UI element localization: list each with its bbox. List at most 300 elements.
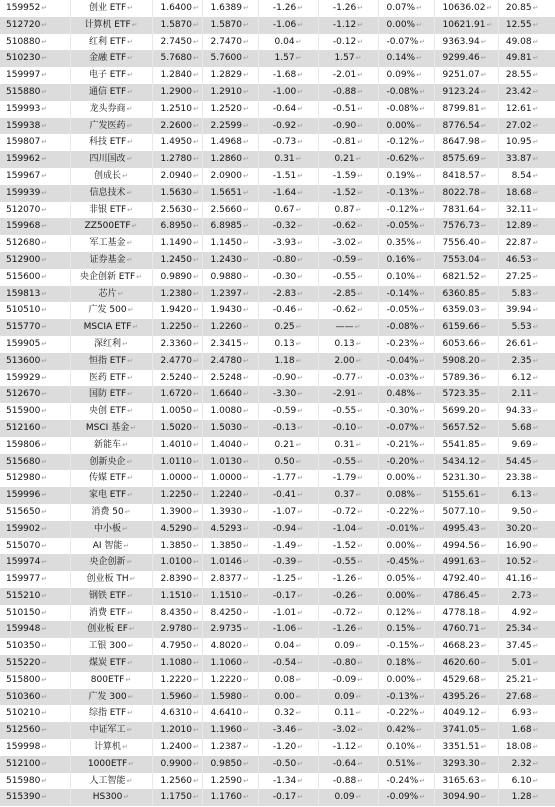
cell-end-mark-icon: ↵ <box>532 205 539 214</box>
cell-end-mark-icon: ↵ <box>416 591 422 600</box>
cell-end-mark-icon: ↵ <box>416 743 422 752</box>
cell-end-mark-icon: ↵ <box>416 659 422 668</box>
cell-end-mark-icon: ↵ <box>297 373 304 382</box>
nav-text: 1.2387 <box>210 742 242 753</box>
market-cap-cell <box>434 722 498 739</box>
index-change-cell <box>318 689 378 706</box>
price-text: 2.3360 <box>160 338 192 349</box>
cell-end-mark-icon: ↵ <box>41 759 48 768</box>
market-cap-text: 4620.60 <box>442 658 480 669</box>
cell-end-mark-icon: ↵ <box>297 743 304 752</box>
table-row <box>0 286 555 303</box>
cell-end-mark-icon: ↵ <box>123 793 130 802</box>
premium-rate-cell <box>378 118 434 135</box>
fund-code-cell <box>0 705 70 722</box>
cell-end-mark-icon: ↵ <box>416 121 422 130</box>
index-change-cell <box>318 185 378 202</box>
table-row <box>0 773 555 790</box>
price-cell <box>152 353 202 370</box>
cell-end-mark-icon: ↵ <box>355 709 362 718</box>
fund-name-cell <box>70 84 152 101</box>
volume-cell <box>498 621 555 638</box>
index-change-cell <box>318 218 378 235</box>
cell-end-mark-icon: ↵ <box>357 759 364 768</box>
market-cap-cell <box>434 420 498 437</box>
volume-cell <box>498 269 555 286</box>
index-change-cell <box>318 84 378 101</box>
change-pct-text: -3.30 <box>272 389 297 400</box>
market-cap-cell <box>434 67 498 84</box>
market-cap-text: 4668.23 <box>442 641 480 652</box>
cell-end-mark-icon: ↵ <box>419 306 426 315</box>
nav-text: 1.0000 <box>210 473 242 484</box>
market-cap-text: 5699.20 <box>442 406 480 417</box>
cell-end-mark-icon: ↵ <box>357 138 364 147</box>
cell-end-mark-icon: ↵ <box>243 272 249 281</box>
market-cap-text: 5155.61 <box>442 490 480 501</box>
volume-text: 5.01 <box>511 658 532 669</box>
index-change-text: -0.80 <box>332 658 357 669</box>
change-pct-cell <box>258 554 318 571</box>
premium-rate-cell <box>378 739 434 756</box>
premium-rate-cell <box>378 17 434 34</box>
cell-end-mark-icon: ↵ <box>419 222 426 231</box>
cell-end-mark-icon: ↵ <box>126 726 133 735</box>
fund-name-text: 深红利 <box>94 338 122 349</box>
cell-end-mark-icon: ↵ <box>357 776 364 785</box>
nav-cell <box>202 50 258 67</box>
cell-end-mark-icon: ↵ <box>297 138 304 147</box>
cell-end-mark-icon: ↵ <box>41 457 48 466</box>
change-pct-cell <box>258 403 318 420</box>
volume-cell <box>498 504 555 521</box>
index-change-text: -0.09 <box>332 674 357 685</box>
cell-end-mark-icon: ↵ <box>532 155 539 164</box>
volume-cell <box>498 789 555 806</box>
table-row <box>0 151 555 168</box>
cell-end-mark-icon: ↵ <box>243 575 249 584</box>
fund-code-text: 159948 <box>6 624 41 635</box>
nav-cell <box>202 470 258 487</box>
fund-name-cell <box>70 336 152 353</box>
cell-end-mark-icon: ↵ <box>416 759 422 768</box>
price-cell <box>152 487 202 504</box>
price-text: 8.4350 <box>160 607 192 618</box>
cell-end-mark-icon: ↵ <box>41 339 48 348</box>
volume-text: 27.25 <box>505 271 532 282</box>
market-cap-text: 8647.98 <box>442 137 480 148</box>
price-text: 4.7950 <box>160 641 192 652</box>
nav-cell <box>202 689 258 706</box>
cell-end-mark-icon: ↵ <box>532 87 539 96</box>
nav-text: 1.2220 <box>210 674 242 685</box>
cell-end-mark-icon: ↵ <box>127 37 134 46</box>
cell-end-mark-icon: ↵ <box>193 239 199 248</box>
volume-cell <box>498 252 555 269</box>
cell-end-mark-icon: ↵ <box>532 222 539 231</box>
index-change-cell <box>318 286 378 303</box>
index-change-cell <box>318 34 378 51</box>
nav-cell <box>202 218 258 235</box>
table-row <box>0 269 555 286</box>
fund-name-cell <box>70 470 152 487</box>
cell-end-mark-icon: ↵ <box>532 675 539 684</box>
table-row <box>0 34 555 51</box>
cell-end-mark-icon: ↵ <box>480 323 487 332</box>
fund-name-cell <box>70 538 152 555</box>
volume-cell <box>498 118 555 135</box>
nav-cell <box>202 638 258 655</box>
cell-end-mark-icon: ↵ <box>532 541 539 550</box>
cell-end-mark-icon: ↵ <box>193 255 199 264</box>
volume-cell <box>498 101 555 118</box>
cell-end-mark-icon: ↵ <box>357 390 364 399</box>
change-pct-text: -1.25 <box>272 574 297 585</box>
market-cap-text: 10621.91 <box>442 19 486 30</box>
change-pct-text: -2.83 <box>272 288 297 299</box>
fund-code-cell <box>0 621 70 638</box>
change-pct-cell <box>258 538 318 555</box>
market-cap-text: 4786.45 <box>442 590 480 601</box>
volume-cell <box>498 722 555 739</box>
fund-name-cell <box>70 0 152 17</box>
cell-end-mark-icon: ↵ <box>297 591 304 600</box>
index-change-text: -0.55 <box>332 557 357 568</box>
market-cap-cell <box>434 605 498 622</box>
cell-end-mark-icon: ↵ <box>193 407 199 416</box>
index-change-text: -1.12 <box>332 19 357 30</box>
cell-end-mark-icon: ↵ <box>532 104 539 113</box>
volume-text: 2.11 <box>511 389 532 400</box>
index-change-text: -1.79 <box>332 473 357 484</box>
nav-text: 0.9850 <box>210 758 242 769</box>
cell-end-mark-icon: ↵ <box>532 289 539 298</box>
premium-rate-cell <box>378 538 434 555</box>
premium-rate-text: -0.12% <box>386 137 419 148</box>
premium-rate-cell <box>378 487 434 504</box>
price-cell <box>152 504 202 521</box>
cell-end-mark-icon: ↵ <box>243 155 249 164</box>
index-change-text: -0.10 <box>332 422 357 433</box>
market-cap-text: 3741.05 <box>442 725 480 736</box>
market-cap-text: 5723.35 <box>442 389 480 400</box>
fund-name-text: 红利 ETF <box>88 36 127 47</box>
price-text: 1.5630 <box>160 187 192 198</box>
volume-text: 4.92 <box>511 607 532 618</box>
volume-text: 8.54 <box>511 170 532 181</box>
cell-end-mark-icon: ↵ <box>419 155 426 164</box>
market-cap-text: 3094.90 <box>442 792 480 803</box>
table-row <box>0 638 555 655</box>
cell-end-mark-icon: ↵ <box>416 575 422 584</box>
cell-end-mark-icon: ↵ <box>41 608 48 617</box>
cell-end-mark-icon: ↵ <box>295 440 302 449</box>
fund-code-text: 159993 <box>6 103 41 114</box>
market-cap-cell <box>434 571 498 588</box>
index-change-text: -1.26 <box>332 624 357 635</box>
nav-cell <box>202 353 258 370</box>
fund-code-text: 512560 <box>6 725 41 736</box>
fund-code-cell <box>0 504 70 521</box>
price-cell <box>152 286 202 303</box>
fund-code-cell <box>0 386 70 403</box>
fund-code-cell <box>0 403 70 420</box>
cell-end-mark-icon: ↵ <box>355 356 362 365</box>
cell-end-mark-icon: ↵ <box>297 188 304 197</box>
cell-end-mark-icon: ↵ <box>480 675 487 684</box>
fund-name-text: AI 智能 <box>92 540 123 551</box>
fund-name-text: 医药 ETF <box>88 372 127 383</box>
cell-end-mark-icon: ↵ <box>122 743 128 752</box>
index-change-cell <box>318 252 378 269</box>
cell-end-mark-icon: ↵ <box>532 4 539 12</box>
nav-cell <box>202 34 258 51</box>
cell-end-mark-icon: ↵ <box>357 524 364 533</box>
change-pct-cell <box>258 101 318 118</box>
cell-end-mark-icon: ↵ <box>419 104 426 113</box>
change-pct-cell <box>258 454 318 471</box>
price-text: 1.0050 <box>160 406 192 417</box>
cell-end-mark-icon: ↵ <box>357 71 364 80</box>
cell-end-mark-icon: ↵ <box>297 575 304 584</box>
fund-name-cell <box>70 17 152 34</box>
change-pct-text: -0.17 <box>272 590 297 601</box>
change-pct-text: -3.93 <box>272 238 297 249</box>
table-row <box>0 101 555 118</box>
market-cap-text: 4529.68 <box>442 674 480 685</box>
change-pct-cell <box>258 286 318 303</box>
cell-end-mark-icon: ↵ <box>243 726 249 735</box>
cell-end-mark-icon: ↵ <box>243 4 249 12</box>
change-pct-cell <box>258 134 318 151</box>
cell-end-mark-icon: ↵ <box>532 709 539 718</box>
premium-rate-cell <box>378 185 434 202</box>
cell-end-mark-icon: ↵ <box>41 390 48 399</box>
cell-end-mark-icon: ↵ <box>243 205 249 214</box>
premium-rate-cell <box>378 521 434 538</box>
cell-end-mark-icon: ↵ <box>127 306 134 315</box>
volume-cell <box>498 705 555 722</box>
fund-name-cell <box>70 168 152 185</box>
nav-text: 0.9880 <box>210 271 242 282</box>
index-change-cell <box>318 151 378 168</box>
cell-end-mark-icon: ↵ <box>486 4 493 12</box>
cell-end-mark-icon: ↵ <box>419 323 426 332</box>
market-cap-cell <box>434 118 498 135</box>
cell-end-mark-icon: ↵ <box>243 373 249 382</box>
volume-text: 41.16 <box>505 574 532 585</box>
cell-end-mark-icon: ↵ <box>127 71 134 80</box>
table-row <box>0 521 555 538</box>
market-cap-cell <box>434 638 498 655</box>
cell-end-mark-icon: ↵ <box>126 121 133 130</box>
change-pct-cell <box>258 218 318 235</box>
fund-code-cell <box>0 218 70 235</box>
fund-code-cell <box>0 789 70 806</box>
nav-text: 1.3850 <box>210 540 242 551</box>
market-cap-text: 9123.24 <box>442 86 480 97</box>
cell-end-mark-icon: ↵ <box>41 121 48 130</box>
cell-end-mark-icon: ↵ <box>41 255 48 264</box>
index-change-text: -0.55 <box>332 456 357 467</box>
premium-rate-cell <box>378 370 434 387</box>
cell-end-mark-icon: ↵ <box>193 121 199 130</box>
cell-end-mark-icon: ↵ <box>41 87 48 96</box>
cell-end-mark-icon: ↵ <box>480 759 487 768</box>
table-row <box>0 118 555 135</box>
index-change-text: -0.88 <box>332 86 357 97</box>
change-pct-cell <box>258 353 318 370</box>
cell-end-mark-icon: ↵ <box>193 726 199 735</box>
cell-end-mark-icon: ↵ <box>297 541 304 550</box>
premium-rate-cell <box>378 252 434 269</box>
cell-end-mark-icon: ↵ <box>126 188 133 197</box>
cell-end-mark-icon: ↵ <box>243 608 249 617</box>
premium-rate-cell <box>378 0 434 17</box>
cell-end-mark-icon: ↵ <box>127 373 134 382</box>
fund-code-text: 515800 <box>6 674 41 685</box>
index-change-cell <box>318 403 378 420</box>
table-row <box>0 235 555 252</box>
volume-cell <box>498 672 555 689</box>
index-change-cell <box>318 319 378 336</box>
price-text: 1.5020 <box>160 422 192 433</box>
cell-end-mark-icon: ↵ <box>243 709 249 718</box>
premium-rate-text: 0.00% <box>386 674 416 685</box>
fund-code-text: 510150 <box>6 607 41 618</box>
cell-end-mark-icon: ↵ <box>357 541 364 550</box>
cell-end-mark-icon: ↵ <box>532 339 539 348</box>
price-text: 2.5240 <box>160 372 192 383</box>
cell-end-mark-icon: ↵ <box>532 356 539 365</box>
market-cap-cell <box>434 789 498 806</box>
cell-end-mark-icon: ↵ <box>193 356 199 365</box>
market-cap-cell <box>434 470 498 487</box>
cell-end-mark-icon: ↵ <box>127 709 134 718</box>
cell-end-mark-icon: ↵ <box>295 356 302 365</box>
volume-text: 6.93 <box>511 708 532 719</box>
price-cell <box>152 202 202 219</box>
fund-code-cell <box>0 286 70 303</box>
volume-text: 25.34 <box>505 624 532 635</box>
fund-code-cell <box>0 454 70 471</box>
price-cell <box>152 67 202 84</box>
nav-text: 1.0130 <box>210 456 242 467</box>
fund-name-text: 工银 300 <box>88 641 127 652</box>
market-cap-cell <box>434 252 498 269</box>
premium-rate-text: 0.12% <box>386 607 416 618</box>
fund-code-text: 159997 <box>6 70 41 81</box>
cell-end-mark-icon: ↵ <box>480 793 487 802</box>
index-change-text: -1.52 <box>332 540 357 551</box>
premium-rate-cell <box>378 470 434 487</box>
cell-end-mark-icon: ↵ <box>41 440 48 449</box>
table-row <box>0 538 555 555</box>
cell-end-mark-icon: ↵ <box>532 457 539 466</box>
cell-end-mark-icon: ↵ <box>416 255 422 264</box>
change-pct-text: 0.21 <box>274 439 295 450</box>
fund-code-cell <box>0 655 70 672</box>
cell-end-mark-icon: ↵ <box>357 87 364 96</box>
volume-cell <box>498 17 555 34</box>
premium-rate-cell <box>378 454 434 471</box>
premium-rate-text: 0.42% <box>386 725 416 736</box>
change-pct-text: 0.31 <box>274 154 295 165</box>
cell-end-mark-icon: ↵ <box>297 289 304 298</box>
change-pct-cell <box>258 672 318 689</box>
index-change-cell <box>318 168 378 185</box>
market-cap-cell <box>434 84 498 101</box>
volume-text: 5.68 <box>511 422 532 433</box>
fund-code-text: 159977 <box>6 574 41 585</box>
table-row <box>0 386 555 403</box>
cell-end-mark-icon: ↵ <box>480 155 487 164</box>
change-pct-text: 0.00 <box>274 691 295 702</box>
cell-end-mark-icon: ↵ <box>297 171 304 180</box>
cell-end-mark-icon: ↵ <box>297 20 304 29</box>
change-pct-cell <box>258 470 318 487</box>
cell-end-mark-icon: ↵ <box>193 205 199 214</box>
nav-cell <box>202 705 258 722</box>
market-cap-text: 4994.56 <box>442 540 480 551</box>
market-cap-cell <box>434 672 498 689</box>
premium-rate-cell <box>378 218 434 235</box>
nav-cell <box>202 336 258 353</box>
index-change-text: 1.57 <box>334 53 355 64</box>
nav-cell <box>202 17 258 34</box>
cell-end-mark-icon: ↵ <box>532 440 539 449</box>
change-pct-text: -1.68 <box>272 70 297 81</box>
price-text: 1.0100 <box>160 557 192 568</box>
fund-name-cell <box>70 134 152 151</box>
cell-end-mark-icon: ↵ <box>193 625 199 634</box>
cell-end-mark-icon: ↵ <box>357 289 364 298</box>
cell-end-mark-icon: ↵ <box>126 239 133 248</box>
cell-end-mark-icon: ↵ <box>41 373 48 382</box>
nav-cell <box>202 521 258 538</box>
nav-text: 1.3930 <box>210 506 242 517</box>
cell-end-mark-icon: ↵ <box>357 104 364 113</box>
premium-rate-text: -0.30% <box>386 406 419 417</box>
index-change-cell <box>318 118 378 135</box>
price-text: 1.5960 <box>160 691 192 702</box>
change-pct-text: 0.25 <box>274 322 295 333</box>
index-change-cell <box>318 370 378 387</box>
fund-code-text: 515070 <box>6 540 41 551</box>
volume-cell <box>498 756 555 773</box>
table-row <box>0 319 555 336</box>
fund-name-text: 家电 ETF <box>88 490 127 501</box>
premium-rate-cell <box>378 420 434 437</box>
cell-end-mark-icon: ↵ <box>243 474 249 483</box>
price-text: 5.7680 <box>160 53 192 64</box>
cell-end-mark-icon: ↵ <box>419 507 426 516</box>
premium-rate-cell <box>378 773 434 790</box>
price-cell <box>152 621 202 638</box>
fund-code-cell <box>0 50 70 67</box>
market-cap-cell <box>434 386 498 403</box>
cell-end-mark-icon: ↵ <box>41 793 48 802</box>
fund-name-cell <box>70 487 152 504</box>
fund-name-text: 非银 ETF <box>88 204 127 215</box>
price-cell <box>152 538 202 555</box>
cell-end-mark-icon: ↵ <box>136 272 143 281</box>
fund-name-cell <box>70 454 152 471</box>
market-cap-text: 7576.73 <box>442 221 480 232</box>
cell-end-mark-icon: ↵ <box>419 709 426 718</box>
index-change-cell <box>318 302 378 319</box>
change-pct-text: -1.51 <box>272 170 297 181</box>
